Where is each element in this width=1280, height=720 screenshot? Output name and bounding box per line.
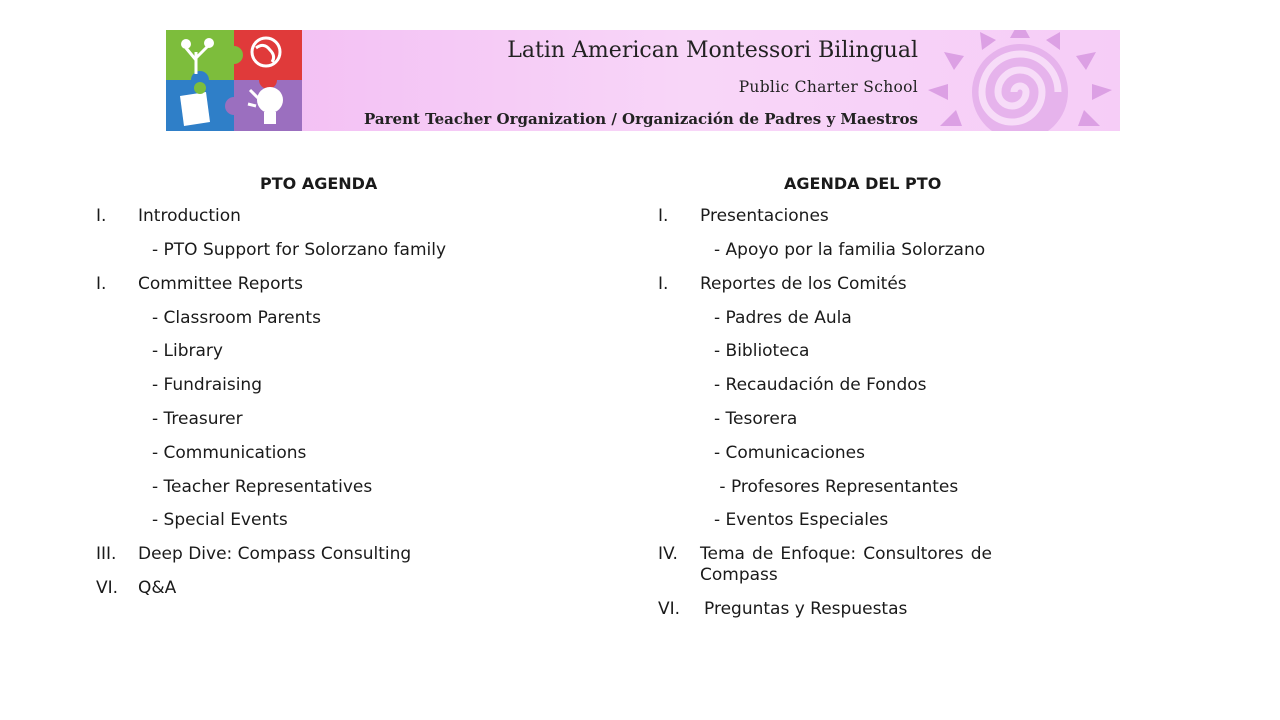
subitem-text: - Tesorera (714, 409, 798, 429)
item-text: Tema de Enfoque: Consultores de Compass (700, 544, 992, 585)
school-subtitle: Public Charter School (738, 78, 918, 96)
subitem-text: - Apoyo por la familia Solorzano (714, 240, 986, 260)
item-number: I. (658, 206, 669, 226)
item-number: I. (96, 274, 107, 294)
subitem-text: - PTO Support for Solorzano family (152, 240, 447, 260)
subitem-text: - Padres de Aula (714, 308, 852, 328)
sun-spiral-logo (920, 30, 1120, 131)
school-name: Latin American Montessori Bilingual (507, 38, 918, 63)
item-number: VI. (96, 578, 119, 598)
item-text: Presentaciones (700, 206, 829, 226)
subitem-text: - Special Events (152, 510, 288, 530)
puzzle-logo (166, 30, 302, 131)
subitem-text: - Profesores Representantes (714, 477, 959, 497)
subitem-text: - Communications (152, 443, 307, 463)
subitem-text: - Fundraising (152, 375, 263, 395)
header-banner (166, 30, 1120, 131)
item-number: I. (96, 206, 107, 226)
item-text: Preguntas y Respuestas (704, 599, 908, 619)
subitem-text: - Classroom Parents (152, 308, 321, 328)
subitem-text: - Library (152, 341, 223, 361)
english-agenda-heading: PTO AGENDA (260, 174, 378, 193)
spanish-agenda-heading: AGENDA DEL PTO (784, 174, 942, 193)
subitem-text: - Eventos Especiales (714, 510, 889, 530)
subitem-text: - Comunicaciones (714, 443, 865, 463)
subitem-text: - Teacher Representatives (152, 477, 373, 497)
item-number: IV. (658, 544, 678, 564)
item-number: I. (658, 274, 669, 294)
item-text: Deep Dive: Compass Consulting (138, 544, 412, 564)
item-number: VI. (658, 599, 681, 619)
item-text: Introduction (138, 206, 241, 226)
item-text: Committee Reports (138, 274, 303, 294)
item-number: III. (96, 544, 117, 564)
item-text: Q&A (138, 578, 177, 598)
organization-name: Parent Teacher Organization / Organización de Padres y Maestros (364, 110, 918, 128)
subitem-text: - Biblioteca (714, 341, 810, 361)
subitem-text: - Recaudación de Fondos (714, 375, 927, 395)
subitem-text: - Treasurer (152, 409, 243, 429)
item-text: Reportes de los Comités (700, 274, 907, 294)
